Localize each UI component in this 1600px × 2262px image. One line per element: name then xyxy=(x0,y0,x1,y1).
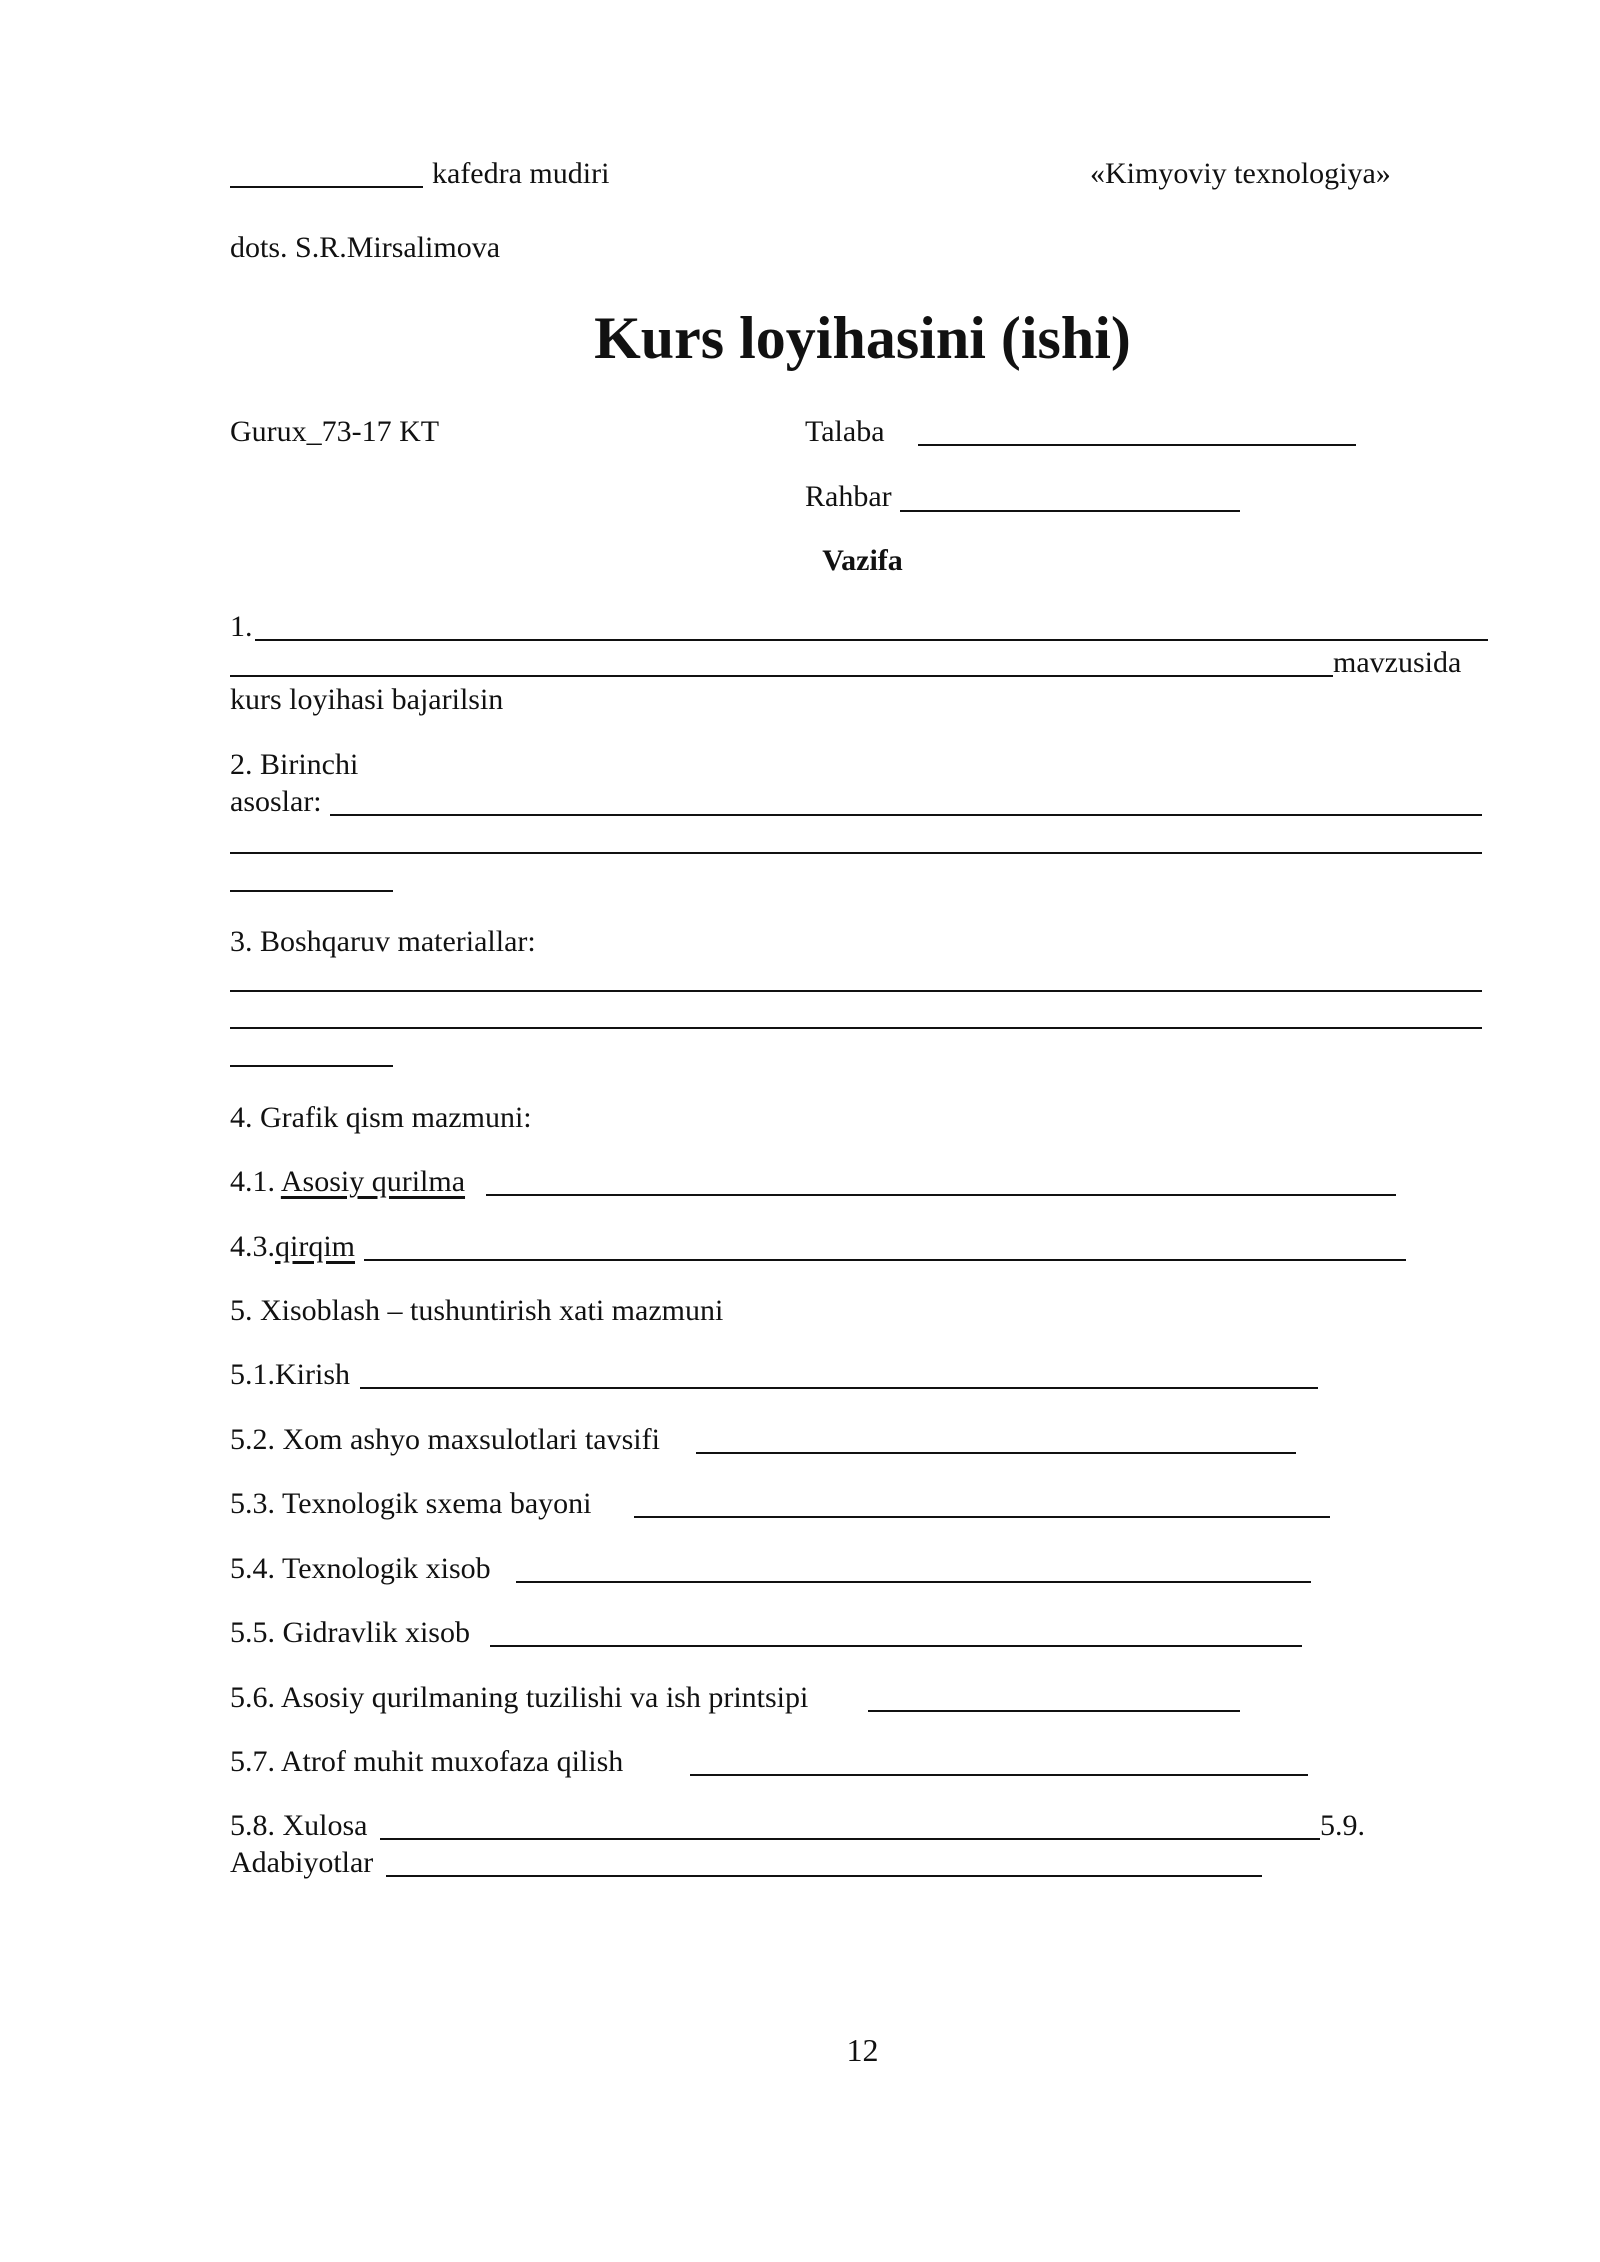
item-5-9-number: 5.9. xyxy=(1320,1809,1365,1842)
head-name: dots. S.R.Mirsalimova xyxy=(230,231,501,264)
student-line xyxy=(918,444,1356,446)
task-heading: Vazifa xyxy=(822,544,903,577)
item-3-line-1 xyxy=(230,990,1482,992)
item-5-4-line xyxy=(516,1581,1311,1583)
item-2-line-3 xyxy=(230,890,393,892)
supervisor-line xyxy=(900,510,1240,512)
department-name: «Kimyoviy texnologiya» xyxy=(1090,157,1391,190)
item-1-number: 1. xyxy=(230,610,253,643)
supervisor-label: Rahbar xyxy=(805,480,892,513)
item-5-3: 5.3. Texnologik sxema bayoni xyxy=(230,1487,592,1520)
student-label: Talaba xyxy=(805,415,885,448)
item-5-2: 5.2. Xom ashyo maxsulotlari tavsifi xyxy=(230,1423,660,1456)
item-2-line-1 xyxy=(330,814,1482,816)
item-5-1: 5.1.Kirish xyxy=(230,1358,350,1391)
item-4-1 xyxy=(230,1164,465,1200)
item-5-7-line xyxy=(690,1774,1308,1776)
item-5-5: 5.5. Gidravlik xisob xyxy=(230,1616,470,1649)
item-5-3-line xyxy=(634,1516,1330,1518)
page-title: Kurs loyihasini (ishi) xyxy=(594,305,1131,371)
head-role: kafedra mudiri xyxy=(432,157,610,190)
item-1-line-2 xyxy=(230,675,1333,677)
item-5-2-line xyxy=(696,1452,1296,1454)
item-5-6-line xyxy=(868,1710,1240,1712)
item-4-3 xyxy=(230,1229,355,1265)
item-1-suffix: mavzusida xyxy=(1333,646,1462,679)
item-5-1-line xyxy=(360,1387,1318,1389)
item-5-8-line xyxy=(380,1838,1320,1840)
page-number: 12 xyxy=(846,2032,879,2068)
item-3-line-2 xyxy=(230,1027,1482,1029)
item-5-6: 5.6. Asosiy qurilmaning tuzilishi va ish printsipi xyxy=(230,1681,809,1714)
item-5-9-line xyxy=(386,1875,1262,1877)
item-4-1-number: 4.1. xyxy=(230,1165,281,1198)
item-2-line-2 xyxy=(230,852,1482,854)
signature-line xyxy=(230,186,423,188)
item-2-sublabel: asoslar: xyxy=(230,785,322,818)
item-4-3-line xyxy=(364,1259,1406,1261)
item-5-4: 5.4. Texnologik xisob xyxy=(230,1552,491,1585)
item-5-7: 5.7. Atrof muhit muxofaza qilish xyxy=(230,1745,624,1778)
item-1-tail: kurs loyihasi bajarilsin xyxy=(230,683,504,716)
item-5-5-line xyxy=(490,1645,1302,1647)
item-5-label: 5. Xisoblash – tushuntirish xati mazmuni xyxy=(230,1294,724,1327)
item-4-label: 4. Grafik qism mazmuni: xyxy=(230,1101,532,1134)
group-label: Gurux_73-17 KT xyxy=(230,415,440,448)
item-4-1-text: Asosiy qurilma xyxy=(280,1165,466,1198)
item-2-label: 2. Birinchi xyxy=(230,748,359,781)
item-1-line-1 xyxy=(255,639,1488,641)
item-3-line-3 xyxy=(230,1065,393,1067)
item-5-8: 5.8. Xulosa xyxy=(230,1809,368,1842)
item-5-9: Adabiyotlar xyxy=(230,1846,374,1879)
item-4-3-text: qirqim xyxy=(275,1230,355,1263)
item-3-label: 3. Boshqaruv materiallar: xyxy=(230,925,536,958)
item-4-3-number: 4.3. xyxy=(230,1230,275,1263)
item-4-1-line xyxy=(486,1194,1396,1196)
